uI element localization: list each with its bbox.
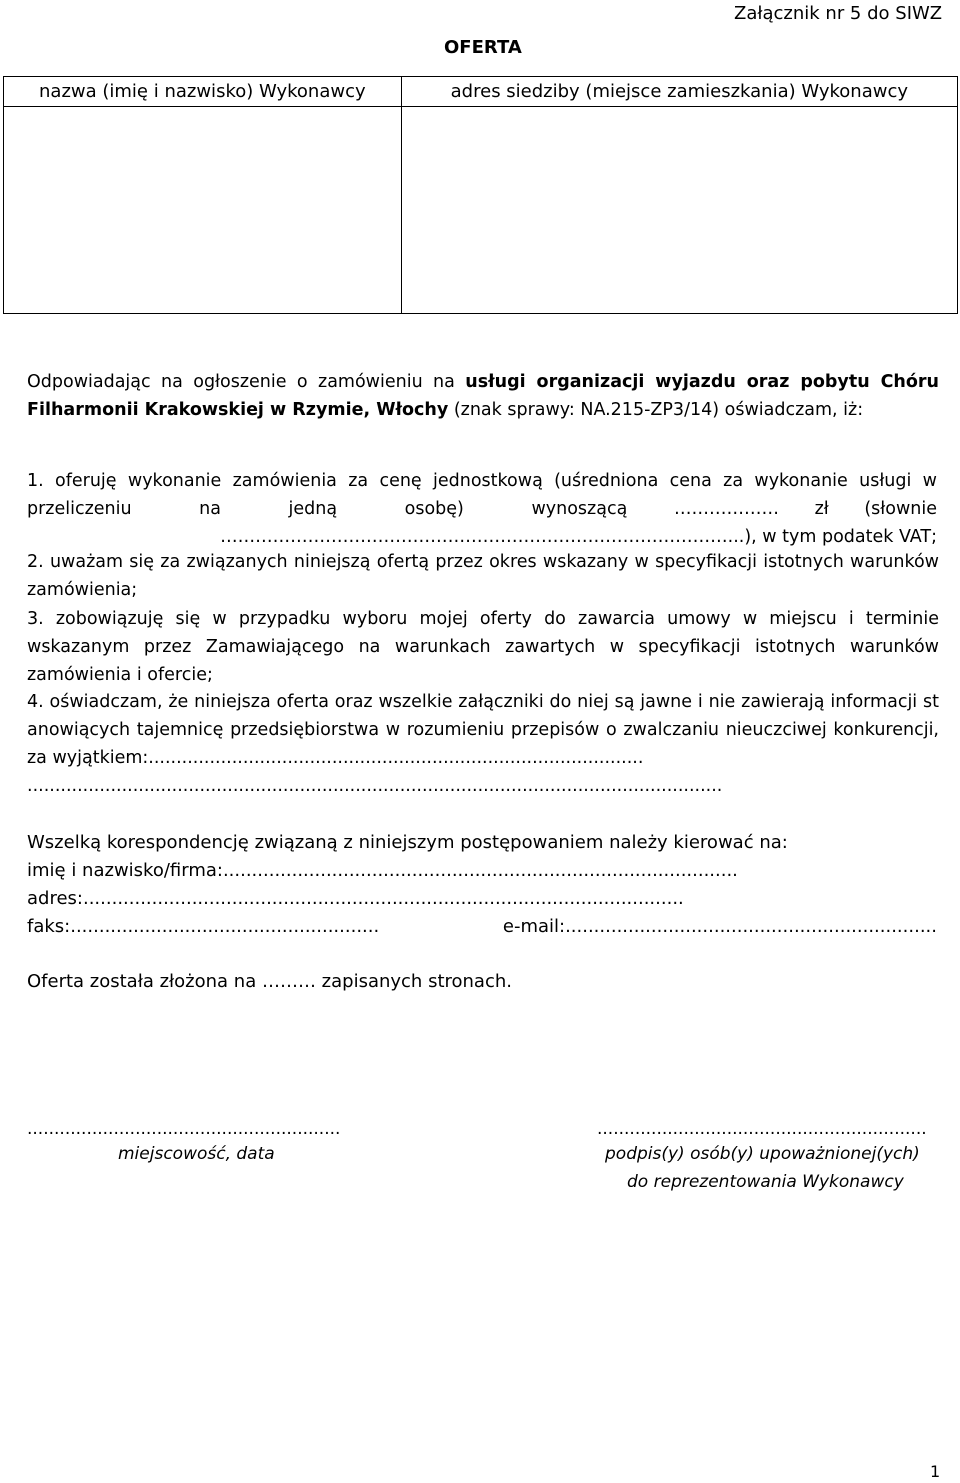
contractor-name-header: nazwa (imię i nazwisko) Wykonawcy bbox=[4, 77, 402, 107]
correspondence-heading: Wszelką korespondencję związaną z niniejszym postępowaniem należy kierować na: bbox=[27, 832, 788, 853]
item-1-line-1: 1. oferuję wykonanie zamówienia za cenę jednostkową (uśredniona cena za wykonanie usługi w bbox=[27, 471, 937, 491]
correspondence-address-row bbox=[27, 885, 937, 913]
page-number: 1 bbox=[930, 1462, 941, 1481]
place-date-field[interactable]: .......................................................... bbox=[27, 1119, 341, 1139]
intro-subject: usługi organizacji wyjazdu oraz pobytu Chóru Filharmonii Krakowskiej w Rzymie, Włochy bbox=[27, 372, 939, 420]
fax-label: faks: bbox=[27, 916, 71, 937]
item-1-line-2-right: ……………… zł (słownie bbox=[674, 499, 937, 519]
place-date-label: miejscowość, data bbox=[118, 1144, 275, 1164]
pages-note: Oferta została złożona na ……… zapisanych stronach. bbox=[27, 971, 512, 992]
intro-tail: (znak sprawy: NA.215-ZP3/14) oświadczam, iż: bbox=[448, 400, 864, 420]
email-label: e-mail: bbox=[502, 916, 566, 937]
correspondence-name-row bbox=[27, 857, 937, 885]
email-field[interactable]: ................................................................. bbox=[565, 916, 937, 937]
correspondence-fax-email-row bbox=[27, 913, 937, 941]
attachment-label: Załącznik nr 5 do SIWZ bbox=[734, 3, 943, 24]
contractor-address-cell[interactable] bbox=[401, 107, 957, 314]
item-3: 3. zobowiązuję się w przypadku wyboru mojej oferty do zawarcia umowy w miejscu i terminie wskazanym przez Zamawiającego na warunkach zawartych w specyfikacji istotnych warunków zamówienia i ofercie; bbox=[27, 609, 939, 685]
item-4-dots: ............................................................................................................................. bbox=[27, 776, 723, 796]
intro-lead: Odpowiadając na ogłoszenie o zamówieniu na bbox=[27, 372, 466, 392]
signature-label-line-1: podpis(y) osób(y) upoważnionej(ych) bbox=[605, 1144, 920, 1164]
name-label: imię i nazwisko/firma: bbox=[27, 860, 223, 881]
address-label: adres: bbox=[27, 888, 83, 909]
item-1-line-2-left: przeliczeniu na jedną osobę) wynoszącą bbox=[27, 499, 628, 519]
name-field[interactable]: .......................................................................................... bbox=[222, 860, 738, 881]
signature-field[interactable]: ............................................................. bbox=[597, 1119, 927, 1139]
contractor-table bbox=[3, 76, 958, 314]
contractor-name-cell[interactable] bbox=[4, 107, 402, 314]
item-2: 2. uważam się za związanych niniejszą ofertą przez okres wskazany w specyfikacji istotnych warunków zamówienia; bbox=[27, 552, 939, 600]
document-title: OFERTA bbox=[444, 37, 522, 58]
fax-field[interactable]: ...................................................... bbox=[70, 916, 380, 937]
address-field[interactable]: ......................................................................................................... bbox=[82, 888, 684, 909]
item-1-line-2 bbox=[27, 495, 937, 523]
item-4: 4. oświadczam, że niniejsza oferta oraz wszelkie załączniki do niej są jawne i nie zawierają informacji stanowiących tajemnicę przedsiębiorstwa w rozumieniu przepisów o zwalczaniu nieuczciwej konkurencji, za wyjątkiem:......................................................................................... bbox=[27, 692, 939, 768]
contractor-address-header: adres siedziby (miejsce zamieszkania) Wykonawcy bbox=[401, 77, 957, 107]
signature-label-line-2: do reprezentowania Wykonawcy bbox=[627, 1172, 904, 1192]
intro-paragraph bbox=[27, 368, 939, 424]
item-1-line-3: ……………………………………………………………………………...), w tym podatek VAT; bbox=[220, 527, 937, 547]
